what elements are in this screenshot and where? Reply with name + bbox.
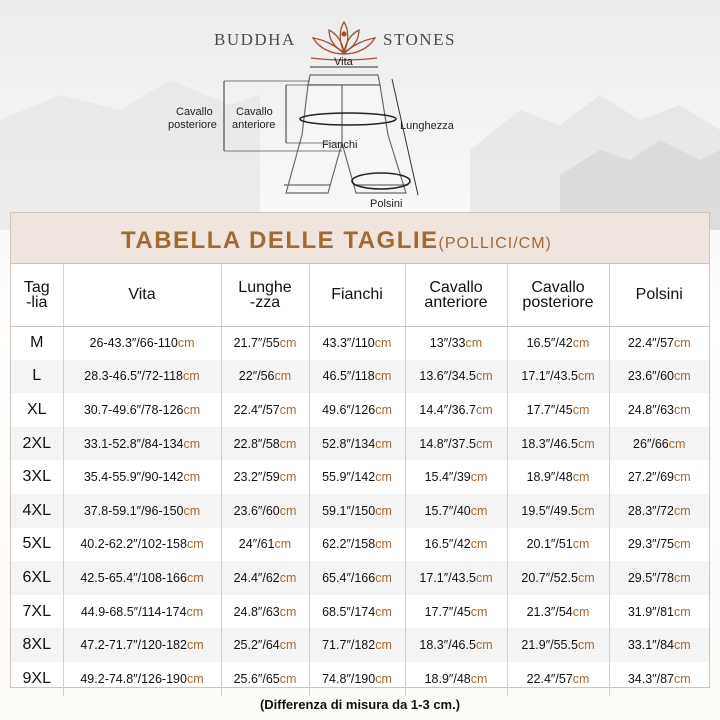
unit-label: cm	[183, 436, 201, 451]
unit-label: cm	[577, 369, 595, 384]
measure-value: 22.4″/57	[526, 671, 573, 686]
measure-value: 21.9″/55.5	[521, 638, 578, 653]
unit-label: cm	[186, 638, 204, 653]
measure-cell	[221, 561, 309, 595]
size-cell: 9XL	[11, 662, 63, 696]
measure-value: 20.7″/52.5	[521, 570, 578, 585]
measure-value: 29.3″/75	[627, 537, 674, 552]
measure-cell	[507, 326, 609, 360]
unit-label: cm	[572, 336, 590, 351]
measure-cell	[609, 662, 709, 696]
measure-value: 25.6″/65	[233, 671, 280, 686]
column-header-line: posteriore	[522, 293, 594, 311]
size-cell: 3XL	[11, 460, 63, 494]
size-cell: M	[11, 326, 63, 360]
measure-value: 22.4″/57	[627, 336, 674, 351]
column-header	[507, 264, 609, 326]
measure-value: 46.5″/118	[322, 369, 375, 384]
unit-label: cm	[572, 470, 590, 485]
unit-label: cm	[470, 470, 488, 485]
unit-label: cm	[673, 470, 691, 485]
measure-value: 26-43.3″/66-110	[89, 336, 178, 351]
measure-cell	[309, 393, 405, 427]
measure-value: 24″/61	[238, 537, 275, 552]
unit-label: cm	[673, 570, 691, 585]
table-body	[11, 326, 709, 696]
unit-label: cm	[475, 402, 493, 417]
unit-label: cm	[279, 436, 297, 451]
measure-value: 19.5″/49.5	[521, 503, 578, 518]
size-chart-table	[10, 212, 710, 688]
measure-value: 47.2-71.7″/120-182	[80, 638, 187, 653]
measure-cell	[63, 326, 221, 360]
measure-cell	[507, 528, 609, 562]
unit-label: cm	[279, 470, 297, 485]
unit-label: cm	[279, 638, 297, 653]
measure-value: 15.7″/40	[424, 503, 471, 518]
measure-value: 23.2″/59	[233, 470, 280, 485]
measure-value: 37.8-59.1″/96-150	[83, 503, 184, 518]
diagram-label-cavallo-posteriore-2: posteriore	[168, 119, 217, 131]
column-header	[221, 264, 309, 326]
measure-cell	[221, 662, 309, 696]
unit-label: cm	[186, 537, 204, 552]
measure-cell	[609, 628, 709, 662]
measure-cell	[507, 595, 609, 629]
column-header-line: Fianchi	[331, 286, 383, 304]
measure-value: 27.2″/69	[627, 470, 674, 485]
diagram-label-cavallo-anteriore-1: Cavallo	[236, 106, 273, 118]
diagram-label-vita: Vita	[334, 56, 353, 68]
measure-cell	[221, 494, 309, 528]
diagram-label-lunghezza: Lunghezza	[400, 120, 454, 132]
measure-cell	[405, 427, 507, 461]
measure-cell	[405, 528, 507, 562]
size-cell: L	[11, 360, 63, 394]
measure-cell	[405, 595, 507, 629]
size-table	[11, 264, 709, 696]
measure-value: 30.7-49.6″/78-126	[83, 402, 184, 417]
measure-value: 34.3″/87	[627, 671, 674, 686]
measure-value: 16.5″/42	[526, 336, 573, 351]
measure-cell	[405, 360, 507, 394]
column-header-line: Tag	[23, 278, 50, 296]
measure-cell	[309, 662, 405, 696]
measure-value: 17.1″/43.5	[419, 570, 476, 585]
unit-label: cm	[375, 604, 392, 619]
table-row	[11, 628, 709, 662]
table-header-row	[11, 264, 709, 326]
measure-value: 28.3-46.5″/72-118	[84, 369, 184, 384]
size-cell: 7XL	[11, 595, 63, 629]
measure-cell	[507, 393, 609, 427]
unit-label: cm	[279, 604, 297, 619]
measure-value: 62.2″/158	[322, 537, 376, 552]
measure-cell	[507, 662, 609, 696]
column-header-line: Polsini	[635, 286, 683, 304]
measure-cell	[405, 662, 507, 696]
measure-cell	[609, 326, 709, 360]
measure-value: 71.7″/182	[322, 638, 376, 653]
measure-cell	[63, 595, 221, 629]
measure-cell	[405, 561, 507, 595]
measure-value: 18.9″/48	[526, 470, 573, 485]
measure-value: 26″/66	[633, 436, 669, 451]
table-row	[11, 595, 709, 629]
unit-label: cm	[475, 638, 493, 653]
unit-label: cm	[673, 369, 691, 384]
measure-cell	[63, 561, 221, 595]
unit-label: cm	[470, 537, 488, 552]
measure-value: 13.6″/34.5	[419, 369, 476, 384]
table-row	[11, 662, 709, 696]
unit-label: cm	[475, 570, 493, 585]
unit-label: cm	[279, 402, 297, 417]
table-title-main: TABELLA DELLE TAGLIE	[121, 227, 439, 254]
measure-cell	[63, 628, 221, 662]
unit-label: cm	[279, 671, 297, 686]
unit-label: cm	[177, 336, 195, 351]
unit-label: cm	[572, 604, 590, 619]
measure-value: 33.1″/84	[627, 638, 674, 653]
column-header-line: Cavallo	[531, 278, 585, 296]
unit-label: cm	[375, 470, 392, 485]
measure-value: 16.5″/42	[424, 537, 471, 552]
size-cell: XL	[11, 393, 63, 427]
unit-label: cm	[572, 671, 590, 686]
measure-value: 31.9″/81	[627, 604, 674, 619]
unit-label: cm	[183, 503, 201, 518]
diagram-label-cavallo-posteriore-1: Cavallo	[176, 106, 213, 118]
measure-value: 49.6″/126	[322, 402, 376, 417]
measure-value: 22.8″/58	[233, 436, 280, 451]
size-cell: 5XL	[11, 528, 63, 562]
measure-value: 21.3″/54	[526, 604, 573, 619]
measure-cell	[63, 393, 221, 427]
measure-value: 52.8″/134	[322, 436, 376, 451]
measure-value: 24.4″/62	[233, 570, 280, 585]
unit-label: cm	[375, 537, 392, 552]
measure-value: 23.6″/60	[233, 503, 280, 518]
diagram-label-cavallo-anteriore-2: anteriore	[232, 119, 276, 131]
measure-cell	[609, 427, 709, 461]
size-cell: 8XL	[11, 628, 63, 662]
measure-value: 65.4″/166	[322, 570, 376, 585]
measure-cell	[507, 628, 609, 662]
unit-label: cm	[673, 604, 691, 619]
unit-label: cm	[673, 336, 691, 351]
measure-value: 55.9″/142	[322, 470, 376, 485]
measure-value: 40.2-62.2″/102-158	[80, 537, 187, 552]
measure-cell	[507, 494, 609, 528]
table-row	[11, 427, 709, 461]
unit-label: cm	[274, 369, 292, 384]
column-header-line: Vita	[128, 286, 156, 304]
measure-cell	[309, 326, 405, 360]
size-cell: 6XL	[11, 561, 63, 595]
measure-cell	[309, 628, 405, 662]
measure-cell	[309, 427, 405, 461]
measure-value: 49.2-74.8″/126-190	[80, 671, 187, 686]
measure-cell	[609, 460, 709, 494]
unit-label: cm	[183, 402, 201, 417]
unit-label: cm	[470, 671, 488, 686]
measure-value: 74.8″/190	[322, 671, 376, 686]
table-row	[11, 494, 709, 528]
measure-cell	[221, 595, 309, 629]
brand-name-left: BUDDHA	[214, 30, 296, 49]
unit-label: cm	[577, 570, 595, 585]
table-row	[11, 561, 709, 595]
measure-cell	[221, 393, 309, 427]
unit-label: cm	[465, 336, 483, 351]
table-title	[121, 227, 552, 255]
table-title-unit: (POLLICI/CM)	[438, 235, 552, 252]
measure-value: 21.7″/55	[233, 336, 280, 351]
column-header	[63, 264, 221, 326]
measure-value: 17.7″/45	[424, 604, 471, 619]
measure-value: 35.4-55.9″/90-142	[83, 470, 184, 485]
measure-cell	[309, 494, 405, 528]
measure-value: 24.8″/63	[233, 604, 280, 619]
measure-cell	[609, 561, 709, 595]
table-row	[11, 393, 709, 427]
unit-label: cm	[375, 402, 392, 417]
diagram-label-fianchi: Fianchi	[322, 139, 358, 151]
measure-value: 15.4″/39	[424, 470, 471, 485]
unit-label: cm	[274, 537, 292, 552]
unit-label: cm	[577, 503, 595, 518]
unit-label: cm	[375, 503, 392, 518]
table-row	[11, 528, 709, 562]
measure-cell	[63, 494, 221, 528]
unit-label: cm	[375, 638, 392, 653]
measure-cell	[221, 326, 309, 360]
unit-label: cm	[374, 369, 392, 384]
measure-value: 42.5-65.4″/108-166	[80, 570, 187, 585]
measure-cell	[221, 427, 309, 461]
size-cell: 2XL	[11, 427, 63, 461]
size-cell: 4XL	[11, 494, 63, 528]
unit-label: cm	[183, 470, 201, 485]
measure-value: 22.4″/57	[233, 402, 280, 417]
measure-value: 33.1-52.8″/84-134	[83, 436, 184, 451]
measure-value: 17.1″/43.5	[521, 369, 578, 384]
measure-value: 28.3″/72	[627, 503, 674, 518]
unit-label: cm	[375, 436, 392, 451]
measure-value: 59.1″/150	[322, 503, 376, 518]
measure-cell	[609, 494, 709, 528]
unit-label: cm	[475, 436, 493, 451]
unit-label: cm	[572, 402, 590, 417]
unit-label: cm	[279, 570, 297, 585]
unit-label: cm	[475, 369, 493, 384]
unit-label: cm	[470, 604, 488, 619]
brand-name-right: STONES	[383, 30, 456, 49]
unit-label: cm	[577, 638, 595, 653]
diagram-label-polsini: Polsini	[370, 198, 403, 210]
measure-cell	[405, 393, 507, 427]
unit-label: cm	[279, 503, 297, 518]
measure-cell	[221, 528, 309, 562]
column-header	[405, 264, 507, 326]
measure-value: 29.5″/78	[627, 570, 674, 585]
measure-value: 13″/33	[429, 336, 466, 351]
measure-cell	[221, 628, 309, 662]
measure-cell	[309, 360, 405, 394]
measure-cell	[507, 460, 609, 494]
unit-label: cm	[186, 604, 204, 619]
unit-label: cm	[186, 570, 204, 585]
measure-value: 25.2″/64	[233, 638, 280, 653]
unit-label: cm	[673, 537, 691, 552]
measure-value: 24.8″/63	[627, 402, 674, 417]
unit-label: cm	[668, 436, 686, 451]
column-header-line: Cavallo	[429, 278, 483, 296]
measurement-note: (Differenza di misura da 1-3 cm.)	[259, 697, 461, 712]
measure-cell	[309, 460, 405, 494]
measure-value: 43.3″/110	[322, 336, 375, 351]
measure-cell	[405, 326, 507, 360]
measure-cell	[309, 528, 405, 562]
measure-cell	[609, 393, 709, 427]
unit-label: cm	[186, 671, 204, 686]
measure-cell	[507, 427, 609, 461]
measure-value: 18.3″/46.5	[419, 638, 476, 653]
column-header-line: -zza	[249, 293, 281, 311]
measure-cell	[405, 460, 507, 494]
measure-value: 17.7″/45	[526, 402, 573, 417]
unit-label: cm	[577, 436, 595, 451]
column-header	[609, 264, 709, 326]
measure-value: 44.9-68.5″/114-174	[80, 604, 187, 619]
table-row	[11, 460, 709, 494]
unit-label: cm	[572, 537, 590, 552]
column-header	[11, 264, 63, 326]
measure-value: 18.3″/46.5	[521, 436, 578, 451]
table-title-band	[11, 213, 709, 264]
measure-cell	[405, 494, 507, 528]
table-row	[11, 326, 709, 360]
measure-cell	[309, 561, 405, 595]
measure-cell	[221, 360, 309, 394]
pants-measurement-diagram	[160, 55, 490, 215]
measure-value: 14.4″/36.7	[419, 402, 476, 417]
measure-cell	[609, 528, 709, 562]
measure-cell	[63, 662, 221, 696]
table-row	[11, 360, 709, 394]
measure-cell	[63, 460, 221, 494]
measure-cell	[609, 595, 709, 629]
unit-label: cm	[673, 402, 691, 417]
unit-label: cm	[279, 336, 297, 351]
measure-value: 20.1″/51	[526, 537, 573, 552]
column-header-line: Lunghe	[238, 278, 292, 296]
measure-value: 18.9″/48	[424, 671, 471, 686]
measure-value: 68.5″/174	[322, 604, 376, 619]
measure-cell	[405, 628, 507, 662]
unit-label: cm	[673, 671, 691, 686]
measure-cell	[507, 360, 609, 394]
unit-label: cm	[673, 638, 691, 653]
column-header-line: -lia	[26, 293, 48, 311]
measure-cell	[309, 595, 405, 629]
unit-label: cm	[375, 671, 392, 686]
column-header-line: anteriore	[424, 293, 488, 311]
measure-value: 22″/56	[238, 369, 275, 384]
measure-value: 23.6″/60	[627, 369, 674, 384]
unit-label: cm	[470, 503, 488, 518]
unit-label: cm	[673, 503, 691, 518]
measure-value: 14.8″/37.5	[419, 436, 476, 451]
unit-label: cm	[375, 570, 392, 585]
measure-cell	[63, 427, 221, 461]
unit-label: cm	[374, 336, 392, 351]
column-header	[309, 264, 405, 326]
measure-cell	[507, 561, 609, 595]
measure-cell	[63, 528, 221, 562]
measure-cell	[221, 460, 309, 494]
measure-cell	[63, 360, 221, 394]
measure-cell	[609, 360, 709, 394]
unit-label: cm	[183, 369, 200, 384]
